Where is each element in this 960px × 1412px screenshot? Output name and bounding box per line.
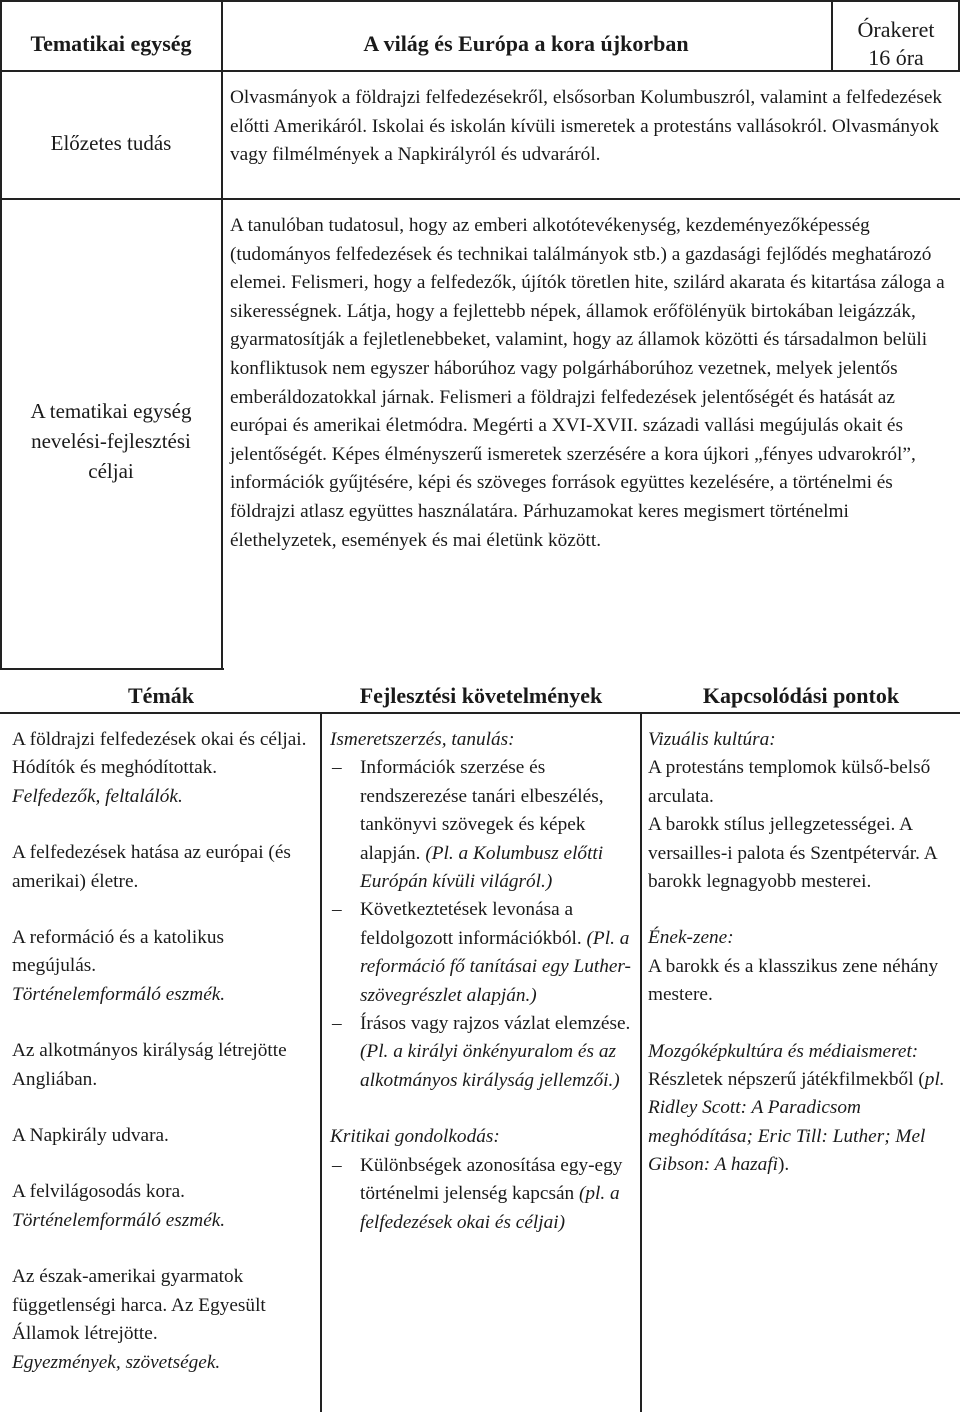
requirement-text: Információk szerzése és rendszerezése tanári elbeszélés, tankönyvi szövegek és képek alapján. [360, 757, 604, 864]
topic-item-italic: Egyezmények, szövetségek. [12, 1351, 221, 1373]
connection-item: A barokk stílus jellegzetességei. A versailles-i palota és Szentpétervár. A barokk legnagyobb mesterei. [648, 814, 937, 893]
orakeret-label: Órakeret [857, 17, 935, 42]
celok-bottom-border [0, 668, 222, 670]
topic-item: Az észak-amerikai gyarmatok függetlenségi harca. Az Egyesült Államok létrejötte. [12, 1266, 266, 1345]
requirement-item [330, 754, 634, 896]
columns-top-border-right [642, 712, 960, 714]
topic-item: A földrajzi felfedezések okai és céljai. Hódítók és meghódítottak. [12, 729, 307, 779]
column-divider-1 [320, 712, 322, 1412]
header-tematikai-egyseg: Tematikai egység [30, 31, 192, 56]
header-bottom-border [0, 70, 960, 72]
elozetes-bottom-border [0, 198, 960, 200]
elozetes-label: Előzetes tudás [50, 131, 172, 155]
celok-label-line2: nevelési-fejlesztési [31, 429, 191, 453]
spacer [648, 1010, 956, 1038]
requirement-text: Írásos vagy rajzos vázlat elemzése. [360, 1013, 631, 1035]
requirement-example: (pl. a felfedezések okai és céljai) [360, 1183, 620, 1233]
requirement-item [330, 896, 634, 1010]
fejlesztesi-column [330, 726, 634, 1237]
table-divider-1 [221, 0, 223, 670]
column-divider-2 [640, 712, 642, 1412]
connection-text: Részletek népszerű játékfilmekből ( [648, 1069, 925, 1091]
temak-column [12, 726, 312, 1377]
spacer [12, 896, 312, 924]
topic-item: A reformáció és a katolikus megújulás. [12, 927, 225, 977]
requirement-example: (Pl. a Kolumbusz előtti Európán kívüli világról.) [360, 842, 604, 893]
topic-item-italic: Történelemformáló eszmék. [12, 1209, 226, 1231]
dash-bullet: – [332, 899, 342, 921]
requirement-item [330, 1152, 634, 1237]
spacer [12, 1150, 312, 1178]
requirement-example: (Pl. a királyi önkényuralom és az alkotmányos királyság jellemzői.) [360, 1041, 620, 1091]
columns-top-border-mid [322, 712, 642, 714]
columns-top-border [0, 712, 320, 714]
section-kapcsolodasi: Kapcsolódási pontok [702, 683, 900, 708]
celok-label [2, 396, 220, 486]
celok-text: A tanulóban tudatosul, hogy az emberi alkotótevékenység, kezdeményezőképesség (tudományos felfedezések és technikai találmányok stb.) a gazdasági fejlődés meghatározó elemei. Felismeri, hogy a felfedezők, újítók töretlen hite, szilárd akarata és kitartása záloga a sikerességnek. Látja, hogy a fejlettebb népek, államok erőfölényük birtokában leigázzák, gyarmatosítják a fejletlenebbeket, valamint, hogy az államok közötti és társadalmon belüli konfliktusok nem egyszer háborúhoz vagy polgárháborúhoz vezetnek, melyek jelentős emberáldozatokkal járnak. Felismeri a földrajzi felfedezések jelentőségét és hatását az európai és amerikai életmódra. Megérti a XVI-XVII. századi vallási megújulás okait és jelentőségét. Képes élményszerű ismeretek szerzésére a kora újkori „fényes udvarokról”, információk gyűjtésére, képi és szöveges források együttes kezelésére, a történelmi és földrajzi atlasz együttes használatára. Párhuzamokat keres megismert történelmi élethelyzetek, események és mai életünk között. [230, 215, 945, 551]
spacer [12, 811, 312, 839]
celok-label-line1: A tematikai egység [30, 399, 192, 423]
table-left-border [0, 0, 2, 670]
topic-item: Az alkotmányos királyság létrejötte Angliában. [12, 1040, 287, 1090]
requirement-heading: Kritikai gondolkodás: [330, 1126, 500, 1148]
connection-item: A protestáns templomok külső-belső arculata. [648, 757, 931, 807]
connection-text-end: ). [778, 1154, 790, 1176]
table-top-border [0, 0, 960, 2]
requirement-text: Következtetések levonása a feldolgozott információkból. [360, 899, 582, 949]
connection-heading: Mozgóképkultúra és médiaismeret: [648, 1040, 919, 1062]
dash-bullet: – [332, 1013, 342, 1035]
celok-label-line3: céljai [88, 459, 134, 483]
header-title: A világ és Európa a kora újkorban [363, 31, 689, 56]
spacer [330, 1095, 634, 1123]
kapcsolodasi-column [648, 726, 956, 1180]
requirement-example: (Pl. a reformáció fő tanításai egy Luther-szövegrészlet alapján.) [360, 927, 631, 1006]
orakeret-value: 16 óra [868, 45, 924, 70]
connection-heading: Vizuális kultúra: [648, 729, 776, 750]
dash-bullet: – [332, 1154, 342, 1176]
topic-item-italic: Felfedezők, feltalálók. [12, 785, 183, 807]
header-orakeret [832, 16, 960, 72]
spacer [12, 1235, 312, 1263]
topic-item: A felvilágosodás kora. [12, 1181, 185, 1203]
section-fejlesztesi: Fejlesztési követelmények [359, 683, 603, 708]
requirement-text: Különbségek azonosítása egy-egy történelmi jelenség kapcsán [360, 1154, 623, 1205]
topic-item: A felfedezések hatása az európai (és amerikai) életre. [12, 842, 291, 892]
topic-item-italic: Történelemformáló eszmék. [12, 983, 226, 1005]
connection-heading: Ének-zene: [648, 927, 734, 949]
connection-item: A barokk és a klasszikus zene néhány mestere. [648, 955, 939, 1006]
spacer [648, 896, 956, 924]
requirement-item [330, 1010, 634, 1095]
requirement-heading: Ismeretszerzés, tanulás: [330, 729, 515, 750]
spacer [12, 1009, 312, 1037]
section-temak: Témák [128, 683, 194, 708]
elozetes-text: Olvasmányok a földrajzi felfedezésekről, elsősorban Kolumbuszról, valamint a felfedezések előtti Amerikáról. Iskolai és iskolán kívüli ismeretek a protestáns vallásokról. Olvasmányok vagy filmélmények a Napkirályról és udvaráról. [230, 87, 943, 166]
spacer [12, 1094, 312, 1122]
connection-example: pl. Ridley Scott: A Paradicsom meghódítása; Eric Till: Luther; Mel Gibson: A hazafi [648, 1069, 945, 1176]
dash-bullet: – [332, 757, 342, 779]
topic-item: A Napkirály udvara. [12, 1125, 169, 1147]
connection-item [648, 1066, 956, 1180]
